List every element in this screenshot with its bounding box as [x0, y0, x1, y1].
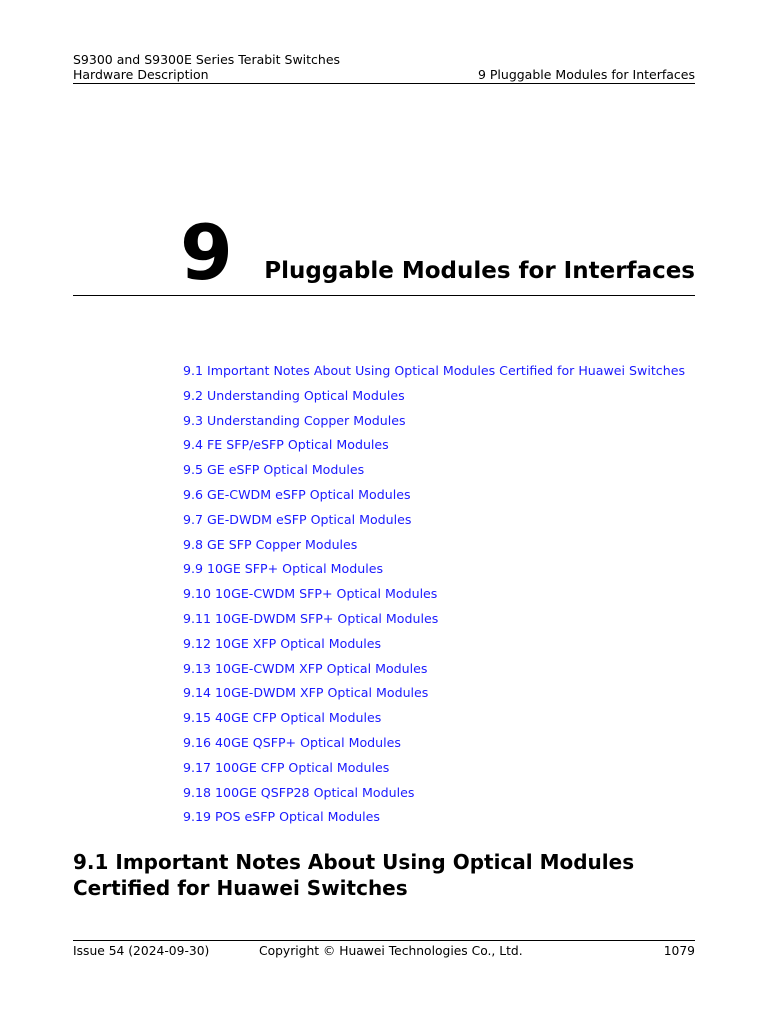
- toc-item[interactable]: [183, 684, 685, 709]
- header-product: S9300 and S9300E Series Terabit Switches: [73, 52, 341, 67]
- toc-item[interactable]: [183, 387, 685, 412]
- toc-item[interactable]: [183, 511, 685, 536]
- toc-item[interactable]: [183, 784, 685, 809]
- section-heading: [73, 849, 695, 901]
- toc-link[interactable]: 9.11 10GE-DWDM SFP+ Optical Modules: [183, 610, 439, 626]
- toc-item[interactable]: [183, 436, 685, 461]
- toc-link[interactable]: 9.18 100GE QSFP28 Optical Modules: [183, 784, 415, 800]
- toc-link[interactable]: 9.14 10GE-DWDM XFP Optical Modules: [183, 685, 429, 701]
- toc-link[interactable]: 9.19 POS eSFP Optical Modules: [183, 809, 380, 825]
- toc-item[interactable]: [183, 560, 685, 585]
- toc-item[interactable]: [183, 759, 685, 784]
- page-footer: [73, 940, 695, 958]
- toc-item[interactable]: [183, 660, 685, 685]
- footer-copyright: Copyright © Huawei Technologies Co., Ltd.: [259, 944, 523, 958]
- toc-item[interactable]: [183, 734, 685, 759]
- header-chapter-ref: 9 Pluggable Modules for Interfaces: [477, 67, 695, 82]
- toc-link[interactable]: 9.7 GE-DWDM eSFP Optical Modules: [183, 511, 412, 527]
- toc-link[interactable]: 9.13 10GE-CWDM XFP Optical Modules: [183, 660, 428, 676]
- toc-link[interactable]: 9.5 GE eSFP Optical Modules: [183, 462, 365, 478]
- chapter-number: 9: [180, 208, 232, 297]
- toc-link[interactable]: 9.8 GE SFP Copper Modules: [183, 536, 358, 552]
- header-row: [73, 67, 695, 84]
- footer-issue: Issue 54 (2024-09-30): [73, 944, 210, 958]
- toc-link[interactable]: 9.3 Understanding Copper Modules: [183, 412, 406, 428]
- toc-link[interactable]: 9.9 10GE SFP+ Optical Modules: [183, 561, 384, 577]
- section-title-line1: 9.1 Important Notes About Using Optical Modules: [73, 850, 635, 874]
- toc-link[interactable]: 9.15 40GE CFP Optical Modules: [183, 710, 382, 726]
- header-doc-title: Hardware Description: [73, 67, 209, 82]
- toc-item[interactable]: [183, 412, 685, 437]
- chapter-title: Pluggable Modules for Interfaces: [264, 258, 695, 284]
- toc-link[interactable]: 9.16 40GE QSFP+ Optical Modules: [183, 734, 401, 750]
- toc-item[interactable]: [183, 536, 685, 561]
- chapter-toc: [183, 362, 685, 833]
- chapter-heading: [73, 208, 695, 297]
- toc-item[interactable]: [183, 808, 685, 833]
- toc-link[interactable]: 9.12 10GE XFP Optical Modules: [183, 635, 382, 651]
- toc-item[interactable]: [183, 486, 685, 511]
- toc-link[interactable]: 9.1 Important Notes About Using Optical Modules Certified for Huawei Switches: [183, 363, 686, 378]
- toc-item[interactable]: [183, 362, 685, 387]
- toc-item[interactable]: [183, 461, 685, 486]
- toc-item[interactable]: [183, 585, 685, 610]
- footer-page-number: 1079: [663, 944, 695, 958]
- toc-link[interactable]: 9.2 Understanding Optical Modules: [183, 387, 405, 403]
- toc-link[interactable]: 9.6 GE-CWDM eSFP Optical Modules: [183, 486, 411, 502]
- toc-link[interactable]: 9.17 100GE CFP Optical Modules: [183, 759, 390, 775]
- section-title-line2: Certified for Huawei Switches: [73, 876, 408, 900]
- toc-item[interactable]: [183, 635, 685, 660]
- toc-link[interactable]: 9.4 FE SFP/eSFP Optical Modules: [183, 437, 389, 453]
- toc-link[interactable]: 9.10 10GE-CWDM SFP+ Optical Modules: [183, 586, 438, 602]
- toc-item[interactable]: [183, 610, 685, 635]
- toc-item[interactable]: [183, 709, 685, 734]
- page-header: [73, 52, 695, 84]
